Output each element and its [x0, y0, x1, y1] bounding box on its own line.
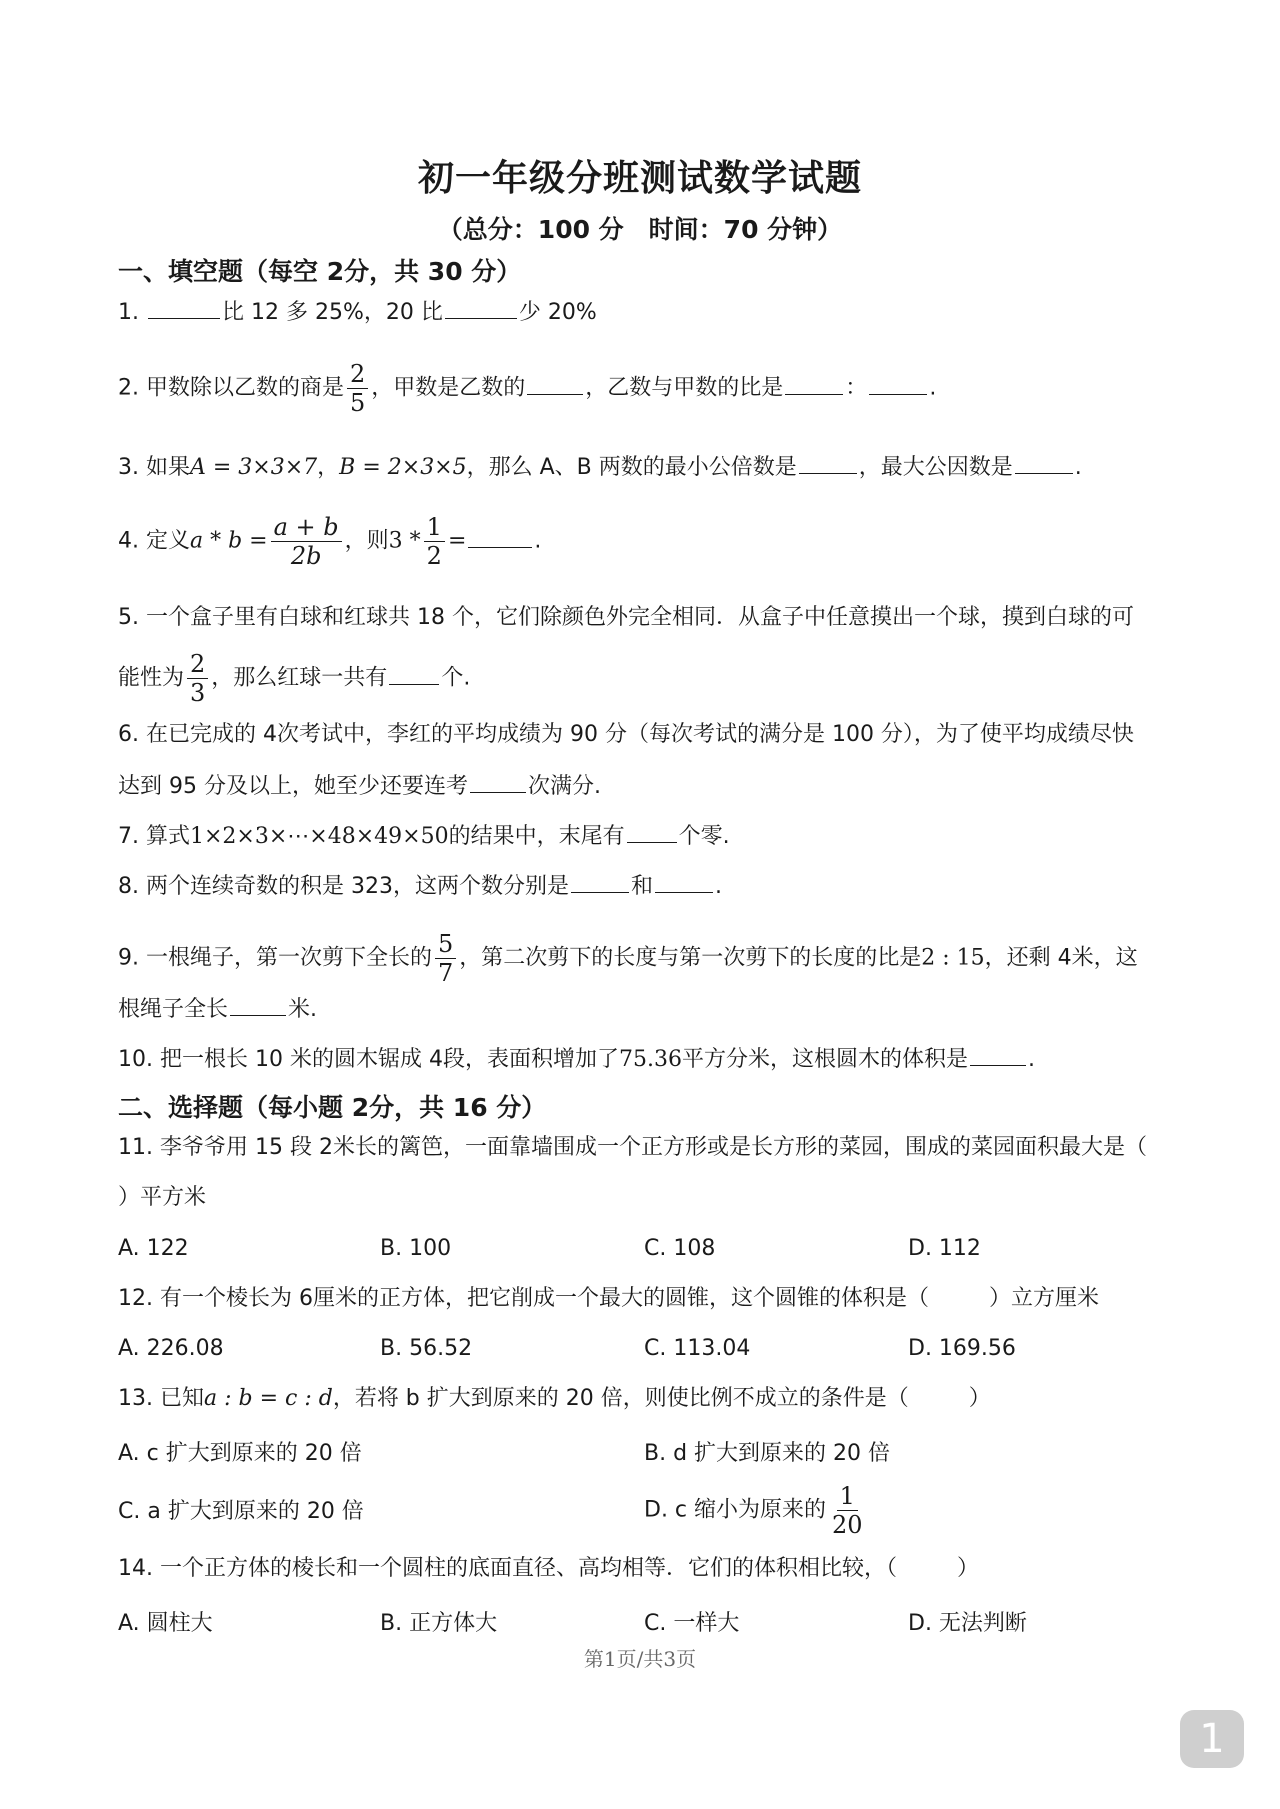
exam-subtitle: （总分：100 分 时间：70 分钟）: [437, 215, 843, 244]
fraction: $\frac{5}{7}$: [435, 930, 456, 987]
question-7: 7. 算式1×2×3×⋯×48×49×50的结果中，末尾有 个零.: [118, 820, 730, 852]
question-6-line-1: 6. 在已完成的 4次考试中，李红的平均成绩为 90 分（每次考试的满分是 100 分），为了使平均成绩尽快: [118, 722, 1134, 747]
section-heading-multiple-choice: 二、选择题（每小题 2分，共 16 分）: [118, 1093, 547, 1122]
question-11-line-1: 11. 李爷爷用 15 段 2米长的篱笆，一面靠墙围成一个正方形或是长方形的菜园，围成的菜园面积最大是（: [118, 1135, 1147, 1160]
answer-blank: [468, 525, 532, 548]
answer-blank: [799, 451, 857, 474]
question-9-line-2: 根绳子全长 米.: [118, 993, 317, 1025]
question-8: 8. 两个连续奇数的积是 323，这两个数分别是 和 .: [118, 870, 722, 902]
option-d: D. 169.56: [908, 1336, 1016, 1361]
option-b: B. 56.52: [380, 1336, 473, 1361]
option-c: C. 113.04: [644, 1336, 751, 1361]
answer-blank: [627, 820, 677, 843]
fraction: $\frac{2}{5}$: [347, 360, 368, 417]
answer-blank: [527, 372, 583, 395]
question-4: 4. 定义a * b = $\frac{a + b}{2b}$ ，则3 * $\frac{1}{2}$ = .: [118, 513, 542, 570]
question-1: 1. 比 12 多 25%，20 比 少 20%: [118, 296, 597, 328]
answer-blank: [230, 993, 286, 1016]
page-number-badge[interactable]: 1: [1180, 1710, 1244, 1768]
option-c: C. a 扩大到原来的 20 倍: [118, 1499, 364, 1524]
question-13: 13. 已知a : b = c : d，若将 b 扩大到原来的 20 倍，则使比例不成立的条件是（ ）: [118, 1386, 991, 1411]
fraction: $\frac{1}{2}$: [424, 513, 445, 570]
option-d: D. 112: [908, 1236, 981, 1261]
question-12: 12. 有一个棱长为 6厘米的正方体，把它削成一个最大的圆锥，这个圆锥的体积是（ ）立方厘米: [118, 1286, 1099, 1311]
option-d: D. 无法判断: [908, 1611, 1027, 1636]
option-a: A. 圆柱大: [118, 1611, 213, 1636]
answer-blank: [869, 372, 927, 395]
question-11-line-2: ）平方米: [118, 1185, 207, 1210]
question-3: 3. 如果A = 3×3×7，B = 2×3×5，那么 A、B 两数的最小公倍数是 ，最大公因数是 .: [118, 451, 1082, 483]
option-c: C. 108: [644, 1236, 716, 1261]
question-5-line-1: 5. 一个盒子里有白球和红球共 18 个，它们除颜色外完全相同．从盒子中任意摸出一个球，摸到白球的可: [118, 605, 1134, 630]
fraction: $\frac{a + b}{2b}$: [271, 513, 342, 570]
option-b: B. d 扩大到原来的 20 倍: [644, 1441, 891, 1466]
option-a: A. 122: [118, 1236, 189, 1261]
option-b: B. 正方体大: [380, 1611, 498, 1636]
answer-blank: [785, 372, 843, 395]
question-14: 14. 一个正方体的棱长和一个圆柱的底面直径、高均相等．它们的体积相比较，（ ）: [118, 1556, 979, 1581]
question-10: 10. 把一根长 10 米的圆木锯成 4段，表面积增加了75.36平方分米，这根圆木的体积是 .: [118, 1043, 1035, 1075]
fraction: $\frac{2}{3}$: [187, 650, 208, 707]
answer-blank: [148, 296, 220, 319]
section-heading-fill-in: 一、填空题（每空 2分，共 30 分）: [118, 257, 522, 286]
question-6-line-2: 达到 95 分及以上，她至少还要连考 次满分.: [118, 770, 601, 802]
answer-blank: [970, 1043, 1026, 1066]
answer-blank: [445, 296, 517, 319]
option-b: B. 100: [380, 1236, 452, 1261]
answer-blank: [655, 870, 713, 893]
question-2: 2. 甲数除以乙数的商是 $\frac{2}{5}$ ，甲数是乙数的 ，乙数与甲数的比是 ： .: [118, 360, 937, 417]
fraction: $\frac{1}{20}$: [832, 1482, 863, 1539]
option-c: C. 一样大: [644, 1611, 740, 1636]
question-9-line-1: 9. 一根绳子，第一次剪下全长的 $\frac{5}{7}$ ，第二次剪下的长度与第一次剪下的长度的比是2 : 15，还剩 4米，这: [118, 930, 1138, 987]
option-a: A. c 扩大到原来的 20 倍: [118, 1441, 362, 1466]
answer-blank: [1015, 451, 1073, 474]
page-footer: 第1页/共3页: [583, 1647, 697, 1671]
option-d: D. c 缩小为原来的 $\frac{1}{20}$: [644, 1482, 869, 1539]
answer-blank: [389, 662, 439, 685]
answer-blank: [571, 870, 629, 893]
answer-blank: [470, 770, 526, 793]
page-title: 初一年级分班测试数学试题: [417, 157, 862, 199]
question-5-line-2: 能性为 $\frac{2}{3}$ ，那么红球一共有 个.: [118, 650, 471, 707]
option-a: A. 226.08: [118, 1336, 224, 1361]
